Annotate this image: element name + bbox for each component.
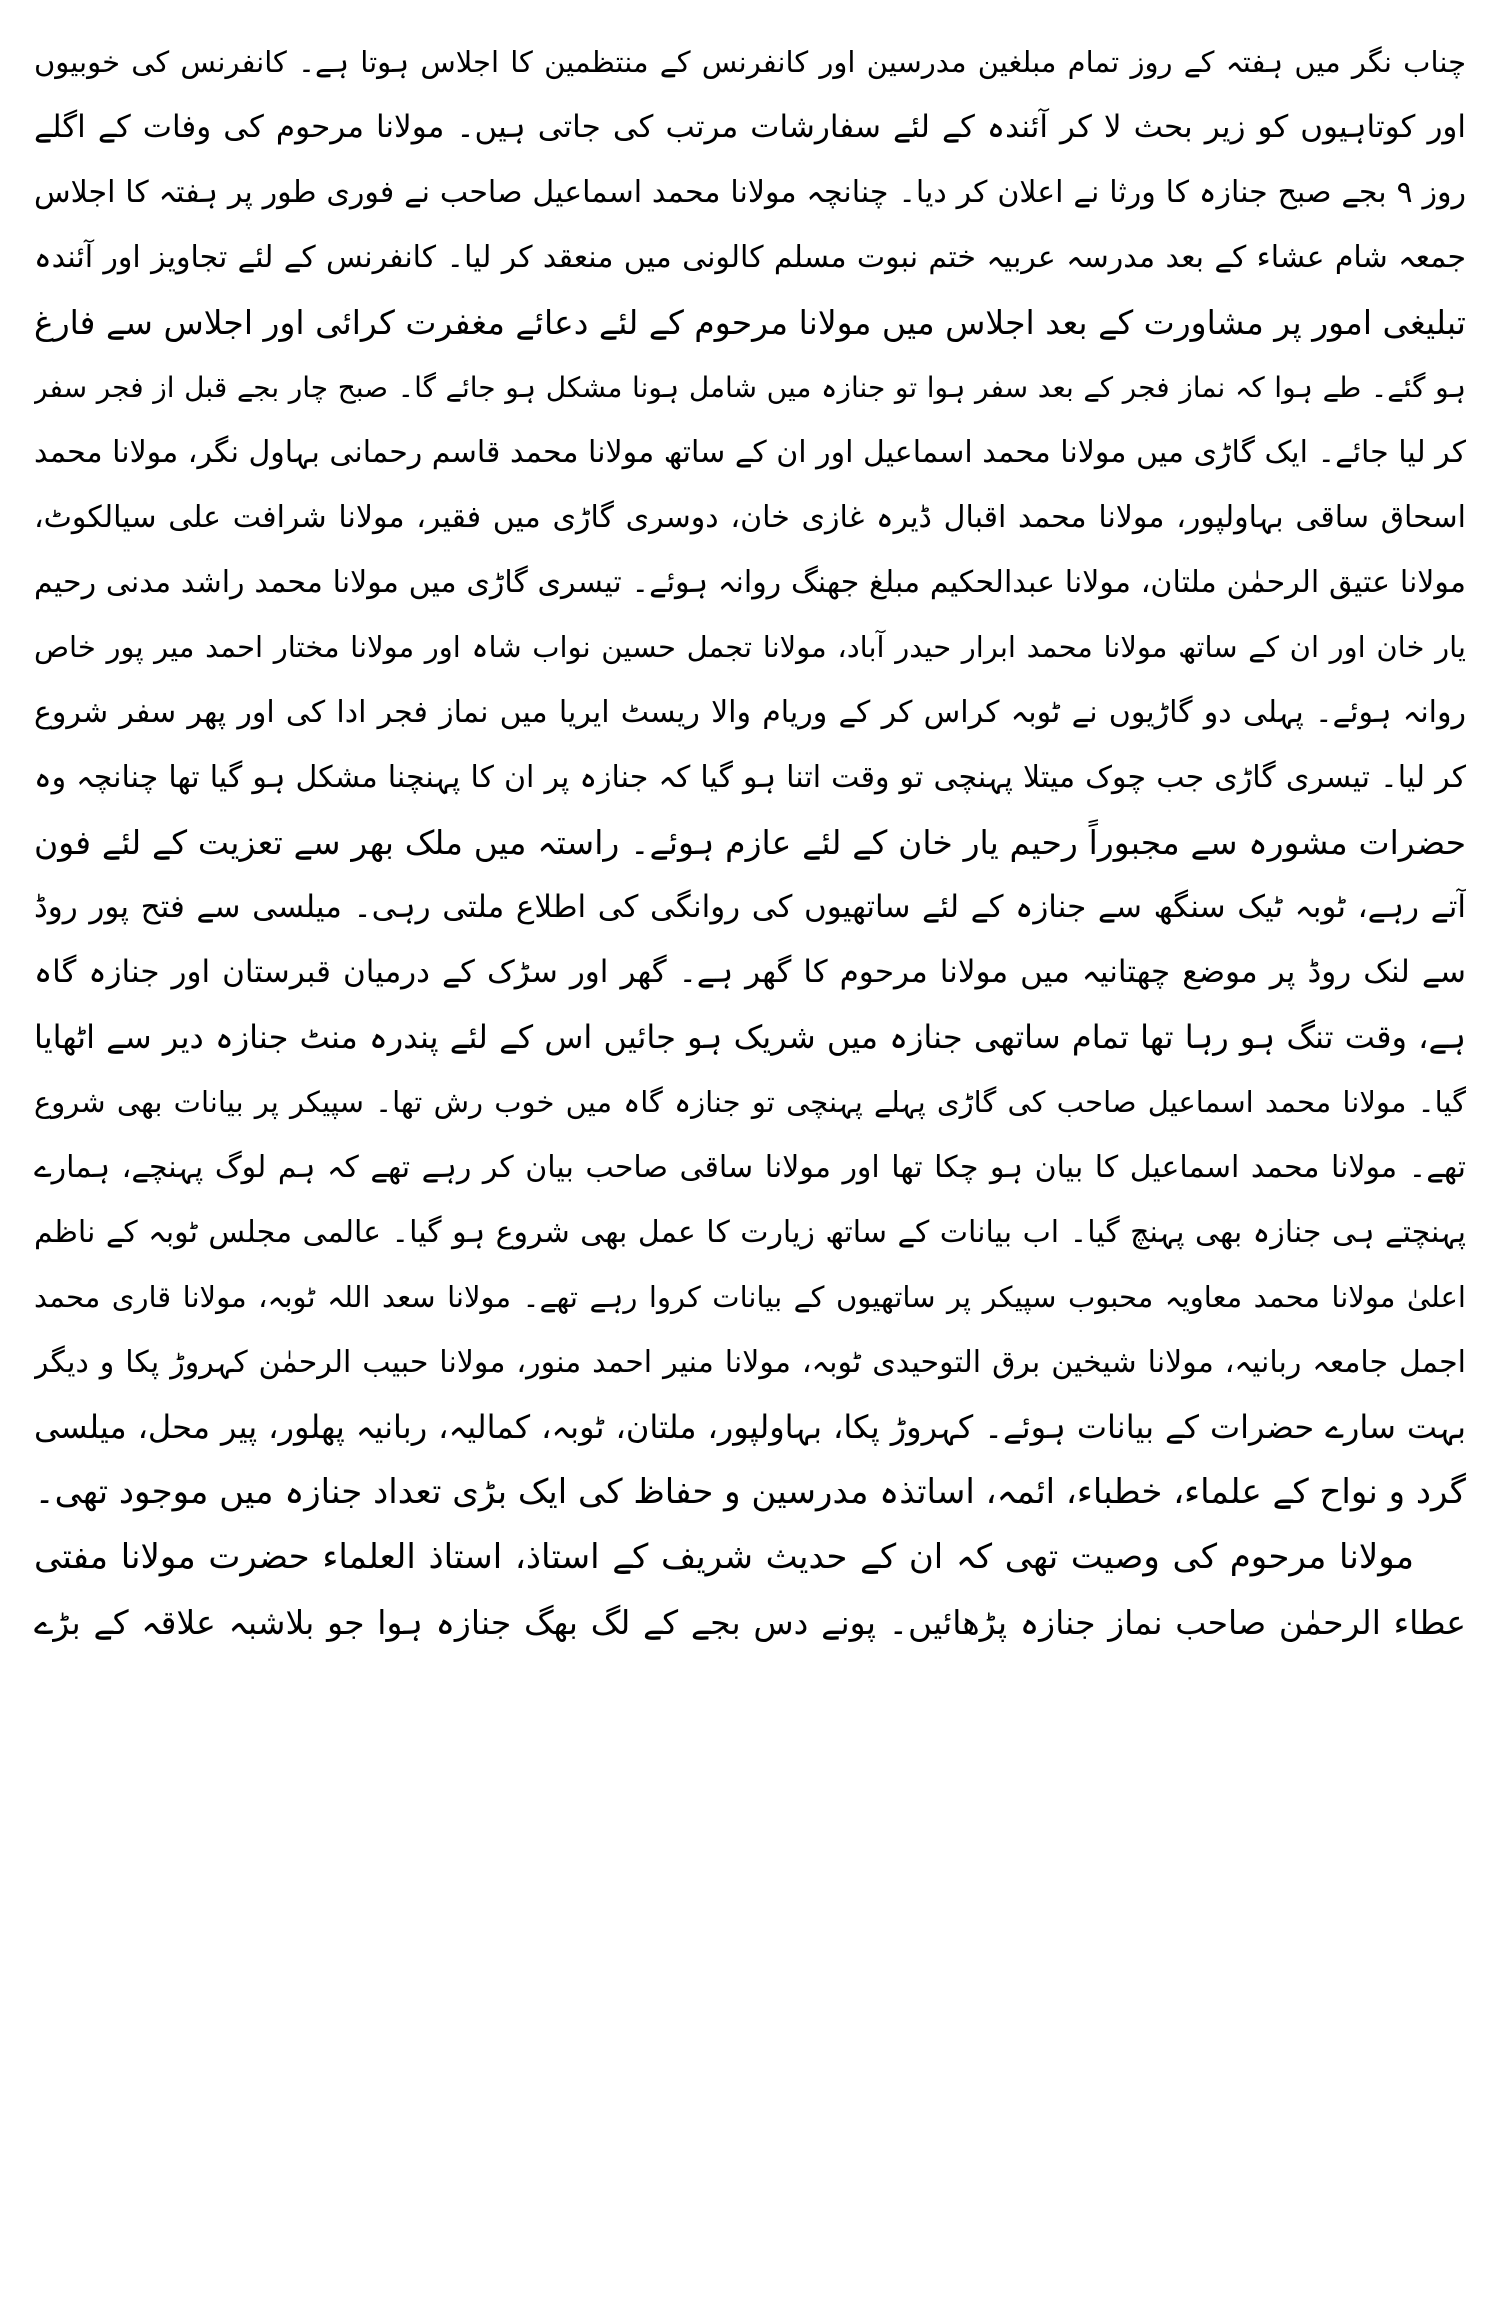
text-line: گرد و نواح کے علماء، خطباء، ائمہ، اساتذہ مدرسین و حفاظ کی ایک بڑی تعداد جنازہ میں موجود تھی۔ bbox=[34, 1472, 1466, 1512]
text-line: بہت سارے حضرات کے بیانات ہوئے۔ کہروڑ پکا، بہاولپور، ملتان، ٹوبہ، کمالیہ، ربانیہ پھلور، پیر محل، میلسی bbox=[34, 1408, 1466, 1446]
text-line: آتے رہے، ٹوبہ ٹیک سنگھ سے جنازہ کے لئے ساتھیوں کی روانگی کی اطلاع ملتی رہی۔ میلسی سے فتح پور روڈ bbox=[34, 889, 1466, 925]
text-line: مولانا عتیق الرحمٰن ملتان، مولانا عبدالحکیم مبلغ جھنگ روانہ ہوئے۔ تیسری گاڑی میں مولانا محمد راشد مدنی رحیم bbox=[34, 565, 1466, 600]
text-line: گیا۔ مولانا محمد اسماعیل صاحب کی گاڑی پہلے پہنچی تو جنازہ گاہ میں خوب رش تھا۔ سپیکر پر بیانات بھی شروع bbox=[34, 1085, 1466, 1119]
paragraph-funeral-account bbox=[34, 30, 1466, 1525]
paragraph-will-of-deceased bbox=[34, 1525, 1466, 1655]
text-line: چناب نگر میں ہفتہ کے روز تمام مبلغین مدرسین اور کانفرنس کے منتظمین کا اجلاس ہوتا ہے۔ کانفرنس کی خوبیوں bbox=[34, 45, 1466, 79]
text-line: کر لیا جائے۔ ایک گاڑی میں مولانا محمد اسماعیل اور ان کے ساتھ مولانا محمد قاسم رحمانی بہاول نگر، مولانا محمد bbox=[34, 435, 1466, 470]
text-line: مولانا مرحوم کی وصیت تھی کہ ان کے حدیث شریف کے استاذ، استاذ العلماء حضرت مولانا مفتی bbox=[34, 1537, 1414, 1577]
text-line: اسحاق ساقی بہاولپور، مولانا محمد اقبال ڈیرہ غازی خان، دوسری گاڑی میں فقیر، مولانا شرافت علی سیالکوٹ، bbox=[34, 500, 1466, 535]
text-line: عطاء الرحمٰن صاحب نماز جنازہ پڑھائیں۔ پونے دس بجے کے لگ بھگ جنازہ ہوا جو بلاشبہ علاقہ کے بڑے bbox=[34, 1603, 1466, 1642]
text-line: روز ۹ بجے صبح جنازہ کا ورثا نے اعلان کر دیا۔ چنانچہ مولانا محمد اسماعیل صاحب نے فوری طور پر ہفتہ کا اجلاس bbox=[34, 175, 1466, 210]
text-line: پہنچتے ہی جنازہ بھی پہنچ گیا۔ اب بیانات کے ساتھ زیارت کا عمل بھی شروع ہو گیا۔ عالمی مجلس ٹوبہ کے ناظم bbox=[34, 1215, 1466, 1250]
text-line: تبلیغی امور پر مشاورت کے بعد اجلاس میں مولانا مرحوم کے لئے دعائے مغفرت کرائی اور اجلاس سے فارغ bbox=[34, 303, 1466, 342]
text-line: یار خان اور ان کے ساتھ مولانا محمد ابرار حیدر آباد، مولانا تجمل حسین نواب شاہ اور مولانا مختار احمد میر پور خاص bbox=[34, 630, 1466, 664]
text-line: جمعہ شام عشاء کے بعد مدرسہ عربیہ ختم نبوت مسلم کالونی میں منعقد کر لیا۔ کانفرنس کے لئے تجاویز اور آئندہ bbox=[34, 240, 1466, 275]
text-line: کر لیا۔ تیسری گاڑی جب چوک میتلا پہنچی تو وقت اتنا ہو گیا کہ جنازہ پر ان کا پہنچنا مشکل ہو گیا تھا چنانچہ وہ bbox=[34, 760, 1466, 795]
text-line: اعلیٰ مولانا محمد معاویہ محبوب سپیکر پر ساتھیوں کے بیانات کروا رہے تھے۔ مولانا سعد اللہ ٹوبہ، مولانا قاری محمد bbox=[34, 1280, 1466, 1314]
text-line: ہے، وقت تنگ ہو رہا تھا تمام ساتھی جنازہ میں شریک ہو جائیں اس کے لئے پندرہ منٹ جنازہ دیر سے اٹھایا bbox=[34, 1018, 1466, 1056]
text-line: حضرات مشورہ سے مجبوراً رحیم یار خان کے لئے عازم ہوئے۔ راستہ میں ملک بھر سے تعزیت کے لئے فون bbox=[34, 823, 1466, 862]
text-line: سے لنک روڈ پر موضع چھتانیہ میں مولانا مرحوم کا گھر ہے۔ گھر اور سڑک کے درمیان قبرستان اور جنازہ گاہ bbox=[34, 954, 1466, 990]
text-line: اجمل جامعہ ربانیہ، مولانا شیخین برق التوحیدی ٹوبہ، مولانا منیر احمد منور، مولانا حبیب الرحمٰن کہروڑ پکا و دیگر bbox=[34, 1345, 1466, 1380]
text-line: اور کوتاہیوں کو زیر بحث لا کر آئندہ کے لئے سفارشات مرتب کی جاتی ہیں۔ مولانا مرحوم کی وفات کے اگلے bbox=[34, 109, 1466, 145]
text-line: ہو گئے۔ طے ہوا کہ نماز فجر کے بعد سفر ہوا تو جنازہ میں شامل ہونا مشکل ہو جائے گا۔ صبح چار بجے قبل از فجر سفر bbox=[34, 371, 1466, 404]
text-line: تھے۔ مولانا محمد اسماعیل کا بیان ہو چکا تھا اور مولانا ساقی صاحب بیان کر رہے تھے کہ ہم لوگ پہنچے، ہمارے bbox=[34, 1150, 1466, 1185]
text-line: روانہ ہوئے۔ پہلی دو گاڑیوں نے ٹوبہ کراس کر کے وریام والا ریسٹ ایریا میں نماز فجر ادا کی اور پھر سفر شروع bbox=[34, 695, 1466, 730]
